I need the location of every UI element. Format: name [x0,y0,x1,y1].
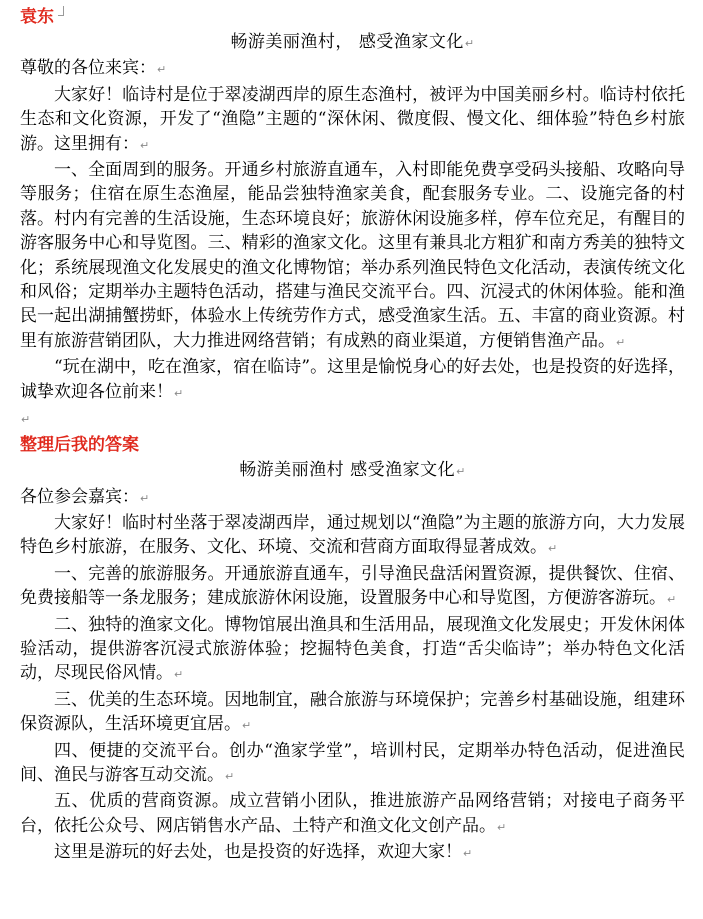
answer-paragraph-3 [20,613,685,688]
author-name: 袁东 [20,7,54,27]
paragraph-mark-icon: ↵ [140,138,150,152]
paragraph-mark-icon: ↵ [225,769,235,783]
original-paragraph-text: “玩在湖中，吃在渔家，宿在临诗”。这里是愉悦身心的好去处，也是投资的好选择，诚挚欢迎各位前来！ [20,357,685,402]
paragraph-mark-icon: ↵ [157,63,167,77]
answer-label: 整理后我的答案 [20,435,139,456]
original-title-text: 畅游美丽渔村， 感受渔家文化 [230,32,464,52]
paragraph-mark-icon: ↵ [456,465,466,479]
original-title [20,30,685,56]
paragraph-mark-icon: ↵ [21,413,31,427]
original-paragraph-1 [20,83,685,158]
original-salutation [20,56,685,82]
answer-paragraph-6 [20,789,685,840]
original-salutation-text: 尊敬的各位来宾： [20,58,156,79]
paragraph-mark-icon: ↵ [548,542,558,556]
answer-paragraph-7 [20,840,685,866]
document-page [20,4,685,867]
answer-paragraph-text: 这里是游玩的好去处，也是投资的好选择，欢迎大家！ [54,842,462,863]
paragraph-mark-icon: ↵ [464,37,475,50]
answer-title [20,458,685,484]
original-paragraph-3 [20,355,685,406]
original-paragraph-text: 一、全面周到的服务。开通乡村旅游直通车，入村即能免费享受码头接船、攻略向导等服务；住宿在原生态渔屋，能品尝独特渔家美食，配套服务专业。二、设施完备的村落。村内有完善的生活设施，生态环境良好；旅游休闲设施多样，停车位充足，有醒目的游客服务中心和导览图。三、精彩的渔家文化。这里有兼具北方粗犷和南方秀美的独特文化；系统展现渔文化发展史的渔文化博物馆；举办系列渔民特色文化活动，表演传统文化和风俗；定期举办主题特色活动，搭建与渔民交流平台。四、沉浸式的休闲体验。能和渔民一起出湖捕蟹捞虾，体验水上传统劳作方式，感受渔家生活。五、丰富的商业资源。村里有旅游营销团队，大力推进网络营销；有成熟的商业渠道，方便销售渔产品。 [20,160,685,351]
answer-paragraph-text: 一、完善的旅游服务。开通旅游直通车，引导渔民盘活闲置资源，提供餐饮、住宿、免费接船等一条龙服务；建成旅游休闲设施，设置服务中心和导览图，方便游客游玩。 [20,563,685,609]
paragraph-mark-icon: ↵ [174,668,184,682]
original-paragraph-2 [20,158,685,355]
empty-paragraph [20,406,685,432]
paragraph-mark-icon: ↵ [140,491,150,505]
answer-salutation-text: 各位参会嘉宾： [20,486,139,507]
paragraph-mark-icon: ↵ [242,719,252,733]
answer-paragraph-5 [20,739,685,790]
paragraph-mark-icon: ↵ [174,386,184,400]
paragraph-mark-icon: ↵ [463,847,473,861]
answer-paragraph-1 [20,511,685,562]
answer-salutation [20,485,685,511]
answer-title-text: 畅游美丽渔村 感受渔家文化 [239,460,456,481]
answer-paragraph-text: 四、便捷的交流平台。创办“渔家学堂”，培训村民，定期举办特色活动，促进渔民间、渔民与游客互动交流。 [20,740,685,785]
paragraph-mark-icon: ↵ [667,593,677,607]
answer-paragraph-text: 三、优美的生态环境。因地制宜，融合旅游与环境保护；完善乡村基础设施，组建环保资源队，生活环境更宜居。 [20,689,685,735]
answer-paragraph-4 [20,688,685,739]
answer-paragraph-2 [20,562,685,613]
answer-paragraph-text: 二、独特的渔家文化。博物馆展出渔具和生活用品，展现渔文化发展史；开发休闲体验活动，提供游客沉浸式旅游体验；挖掘特色美食，打造“舌尖临诗”；举办特色文化活动，尽现民俗风情。 [20,614,685,684]
answer-paragraph-text: 大家好！临时村坐落于翠凌湖西岸，通过规划以“渔隐”为主题的旅游方向，大力发展特色乡村旅游，在服务、文化、环境、交流和营商方面取得显著成效。 [20,512,685,558]
paragraph-mark-icon: ↵ [616,335,626,349]
paragraph-mark-icon: ↵ [497,820,507,834]
answer-paragraph-text: 五、优质的营商资源。成立营销小团队，推进旅游产品网络营销；对接电子商务平台，依托公众号、网店销售水产品、土特产和渔文化文创产品。 [20,791,685,836]
original-paragraph-text: 大家好！临诗村是位于翠凌湖西岸的原生态渔村，被评为中国美丽乡村。临诗村依托生态和文化资源，开发了“渔隐”主题的“深休闲、微度假、慢文化、细体验”特色乡村旅游。这里拥有： [20,84,685,154]
